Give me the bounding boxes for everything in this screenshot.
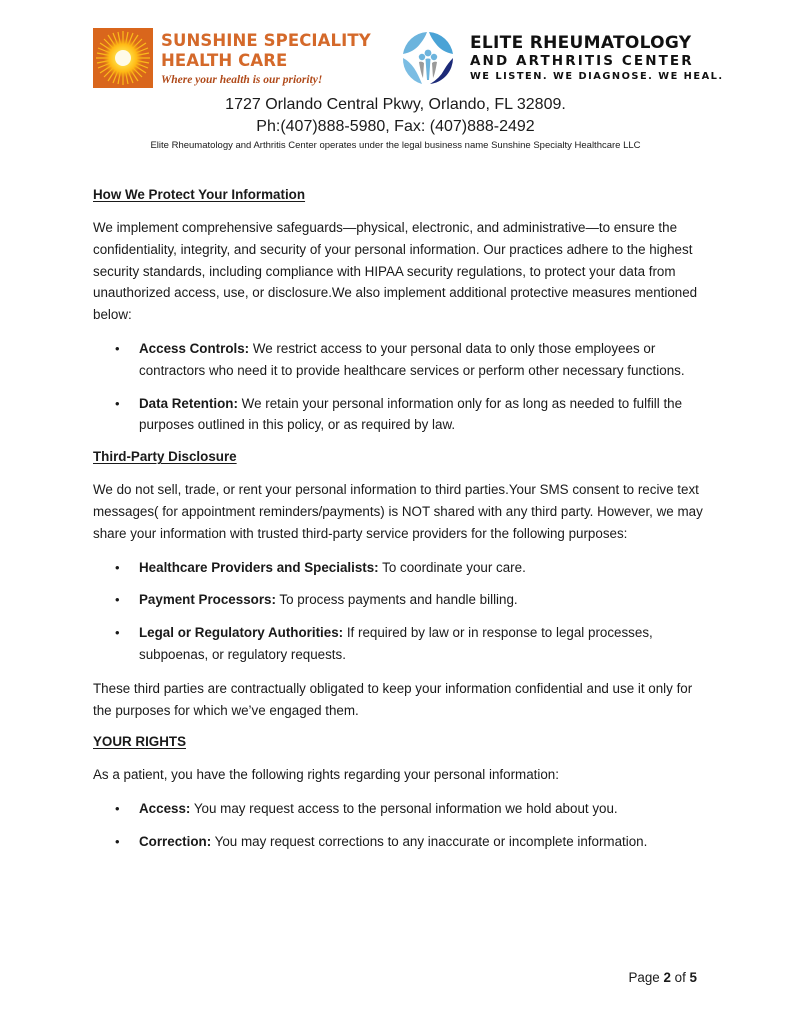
phone-fax-line: Ph:(407)888-5980, Fax: (407)888-2492 [256, 118, 535, 135]
rights-bullet-list [93, 798, 705, 853]
bullet-text: To coordinate your care. [378, 559, 526, 575]
bullet-text: You may request access to the personal information we hold about you. [190, 801, 618, 817]
bullet-term: Access Controls: [139, 340, 250, 356]
elite-subtitle: AND ARTHRITIS CENTER [470, 53, 694, 69]
rights-paragraph: As a patient, you have the following rights regarding your personal information: [93, 767, 559, 783]
list-item [93, 622, 705, 666]
address-line: 1727 Orlando Central Pkwy, Orlando, FL 32809. [225, 96, 566, 113]
list-item [93, 393, 705, 437]
elite-rheumatology-logo [400, 28, 724, 88]
bullet-text: We retain your personal information only for as long as needed to fulfill the purposes outlined in this policy, or as required by law. [139, 395, 683, 433]
elite-emblem-icon [400, 30, 456, 86]
elite-title: ELITE RHEUMATOLOGY [470, 33, 692, 53]
third-party-paragraph: We do not sell, trade, or rent your personal information to third parties.Your SMS consent to recive text messages( for appointment reminders/payments) is NOT shared with any third party. However, we may share your information with trusted third-party service providers for the following purposes: [93, 482, 703, 541]
bullet-icon: • [115, 625, 120, 641]
bullet-term: Access: [139, 801, 191, 817]
bullet-term: Correction: [139, 833, 212, 849]
list-item [93, 338, 705, 382]
bullet-term: Payment Processors: [139, 592, 276, 608]
third-party-closing: These third parties are contractually obligated to keep your information confidential and use it only for the purposes for which we’ve engaged them. [93, 680, 693, 718]
bullet-text: If required by law or in response to legal processes, subpoenas, or regulatory requests. [139, 625, 653, 662]
section-heading-protect: How We Protect Your Information [93, 187, 306, 202]
of-label: of [670, 970, 690, 985]
sunshine-speciality-logo [93, 28, 376, 90]
list-item [93, 557, 705, 579]
page-number [628, 969, 697, 987]
sunshine-title-line2: HEALTH CARE [161, 51, 288, 70]
sun-icon [93, 28, 153, 88]
bullet-icon: • [115, 801, 120, 817]
sunshine-title-line1: SUNSHINE SPECIALITY [161, 31, 371, 50]
third-party-bullet-list [93, 557, 705, 666]
bullet-icon: • [115, 559, 120, 575]
bullet-term: Data Retention: [139, 395, 238, 411]
section-heading-third-party: Third-Party Disclosure [93, 449, 237, 465]
bullet-icon: • [115, 340, 120, 356]
legal-business-notice: Elite Rheumatology and Arthritis Center operates under the legal business name Sunshine Specialty Healthcare LLC [150, 140, 641, 151]
bullet-icon: • [115, 395, 120, 411]
list-item [93, 589, 705, 611]
bullet-text: To process payments and handle billing. [275, 592, 518, 608]
section-heading-rights: YOUR RIGHTS [93, 734, 186, 750]
bullet-text: You may request corrections to any inaccurate or incomplete information. [211, 833, 648, 849]
total-pages: 5 [689, 970, 697, 985]
bullet-term: Healthcare Providers and Specialists: [139, 559, 379, 575]
protect-bullet-list [93, 338, 705, 436]
bullet-icon: • [115, 833, 120, 849]
sunshine-tagline: Where your health is our priority! [161, 74, 323, 86]
elite-motto: WE LISTEN. WE DIAGNOSE. WE HEAL. [470, 71, 724, 82]
bullet-text: We restrict access to your personal data to only those employees or contractors who need it to provide healthcare services or perform other necessary functions. [139, 340, 685, 378]
document-body [93, 185, 705, 853]
current-page: 2 [663, 970, 671, 985]
protect-paragraph: We implement comprehensive safeguards—physical, electronic, and administrative—to ensure the confidentiality, integrity, and security of your personal information. Our practices adhere to the highest security standards, including compliance with HIPAA security regulations, to protect your data from unauthorized access, use, or disclosure.We also implement additional protective measures mentioned below: [93, 220, 698, 323]
list-item [93, 798, 705, 820]
page-label: Page [628, 970, 664, 985]
bullet-icon: • [115, 592, 120, 608]
list-item [93, 831, 705, 853]
bullet-term: Legal or Regulatory Authorities: [139, 625, 344, 641]
